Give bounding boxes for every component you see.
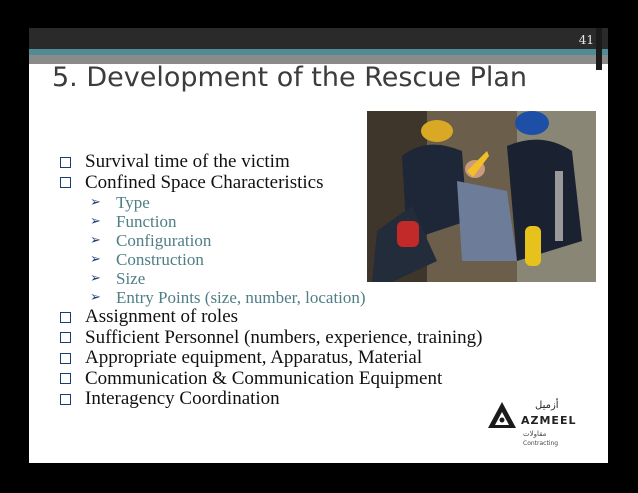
page-number: 41 [578, 33, 594, 47]
bullet-item [60, 389, 482, 410]
logo-text: AZMEEL [521, 414, 577, 427]
sub-bullet-item [60, 269, 482, 288]
arrow-icon: ➢ [90, 252, 101, 267]
arrow-icon: ➢ [90, 271, 101, 286]
checkbox-icon [60, 332, 71, 343]
bullet-text: Communication & Communication Equipment [85, 367, 443, 389]
bullet-item [60, 307, 482, 328]
page-tab [596, 28, 602, 70]
checkbox-icon [60, 177, 71, 188]
bullet-item [60, 328, 482, 349]
sub-bullet-item [60, 288, 482, 307]
arrow-icon: ➢ [90, 290, 101, 305]
arrow-icon: ➢ [90, 214, 101, 229]
sub-bullet-item [60, 193, 482, 212]
sub-bullet-item [60, 231, 482, 250]
sub-bullet-text: Type [116, 192, 150, 212]
logo-arabic-subtitle: مقاولات [523, 430, 547, 438]
bullet-text: Sufficient Personnel (numbers, experience, training) [85, 326, 483, 348]
sub-bullet-text: Entry Points (size, number, location) [116, 287, 366, 307]
arrow-icon: ➢ [90, 195, 101, 210]
sub-bullet-text: Configuration [116, 230, 212, 250]
slide-title: 5. Development of the Rescue Plan [52, 62, 528, 93]
bullet-list [60, 152, 482, 410]
bullet-text: Interagency Coordination [85, 388, 280, 410]
header-band [29, 28, 608, 49]
bullet-text: Appropriate equipment, Apparatus, Material [85, 347, 423, 369]
sub-bullet-text: Construction [116, 249, 204, 269]
checkbox-icon [60, 312, 71, 323]
bullet-text: Confined Space Characteristics [85, 171, 324, 193]
sub-bullet-text: Function [116, 211, 177, 231]
checkbox-icon [60, 157, 71, 168]
bullet-text: Assignment of roles [85, 306, 239, 328]
sub-bullet-item [60, 212, 482, 231]
sub-bullet-text: Size [116, 268, 146, 288]
bullet-item [60, 348, 482, 369]
slide [29, 28, 608, 463]
logo-mark-icon [487, 401, 517, 431]
checkbox-icon [60, 353, 71, 364]
arrow-icon: ➢ [90, 233, 101, 248]
bullet-item [60, 369, 482, 390]
logo-subtitle: Contracting [523, 440, 559, 447]
logo-arabic-text: أزميل [535, 400, 559, 411]
azmeel-logo [487, 399, 597, 454]
bullet-text: Survival time of the victim [85, 151, 290, 173]
checkbox-icon [60, 394, 71, 405]
sub-bullet-item [60, 250, 482, 269]
bullet-item [60, 173, 482, 194]
checkbox-icon [60, 373, 71, 384]
bullet-item [60, 152, 482, 173]
